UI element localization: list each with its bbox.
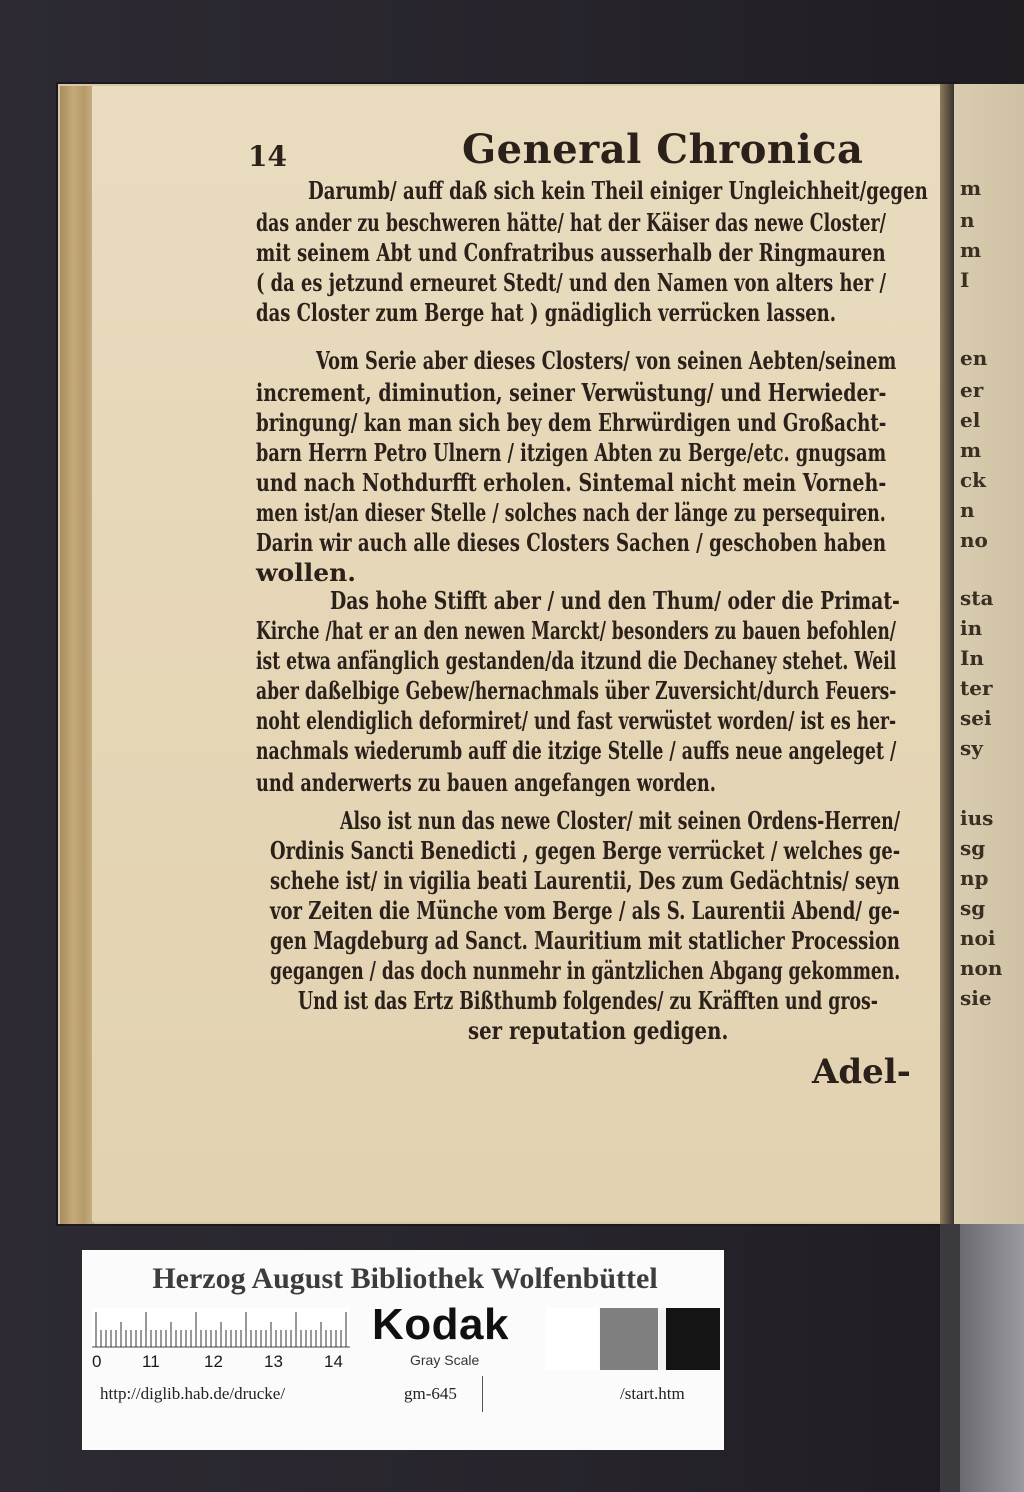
url-prefix: http://diglib.hab.de/drucke/ bbox=[100, 1384, 286, 1403]
text-line: das ander zu beschweren hätte/ hat der Käiser das newe Closter/ bbox=[256, 208, 887, 237]
text-line: Und ist das Ertz Bißthumb folgendes/ zu Kräfften und gros- bbox=[298, 986, 878, 1015]
text-line: ( da es jetzund erneuret Stedt/ und den Namen von alters her / bbox=[256, 268, 886, 297]
facing-page-text: sie bbox=[960, 986, 992, 1010]
facing-page-text: el bbox=[960, 408, 981, 432]
swatch-light bbox=[658, 1308, 666, 1370]
swatch-gray bbox=[600, 1308, 658, 1370]
text-line: Das hohe Stifft aber / und den Thum/ oder die Primat- bbox=[330, 586, 900, 615]
facing-page-text: non bbox=[960, 956, 1003, 980]
text-line: Darumb/ auff daß sich kein Theil einiger Ungleichheit/gegen bbox=[308, 176, 928, 205]
facing-page-text: m bbox=[960, 176, 982, 200]
text-line: schehe ist/ in vigilia beati Laurentii, Des zum Gedächtnis/ seyn bbox=[270, 866, 900, 895]
text-line: das Closter zum Berge hat ) gnädiglich verrücken lassen. bbox=[256, 298, 837, 327]
url-suffix: /start.htm bbox=[620, 1384, 685, 1403]
text-line: gegangen / das doch nunmehr in gäntzlichen Abgang gekommen. bbox=[270, 956, 901, 985]
facing-page-text: noi bbox=[960, 926, 996, 950]
facing-page-text: n bbox=[960, 498, 975, 522]
facing-page-text: in bbox=[960, 616, 983, 640]
text-line: barn Herrn Petro Ulnern / itzigen Abten zu Berge/etc. gnugsam bbox=[256, 438, 887, 467]
facing-page-text: no bbox=[960, 528, 988, 552]
text-line: aber daßelbige Gebew/hernachmals über Zuversicht/durch Feuers- bbox=[256, 676, 897, 705]
text-line: ist etwa anfänglich gestanden/da itzund die Dechaney stehet. Weil bbox=[256, 646, 897, 675]
facing-page-text: sg bbox=[960, 836, 986, 860]
facing-page-text: ck bbox=[960, 468, 987, 492]
running-head: General Chronica bbox=[462, 126, 864, 173]
gutter-shadow bbox=[940, 84, 954, 1224]
text-line: mit seinem Abt und Confratribus ausserhalb der Ringmauren bbox=[256, 238, 886, 267]
facing-page-text: m bbox=[960, 238, 982, 262]
shelfmark: gm-645 bbox=[404, 1384, 457, 1403]
text-line: gen Magdeburg ad Sanct. Mauritium mit statlicher Procession bbox=[270, 926, 900, 955]
ruler-label: 13 bbox=[264, 1352, 283, 1371]
text-line: increment, diminution, seiner Verwüstung/ und Herwieder- bbox=[256, 378, 887, 407]
text-line: bringung/ kan man sich bey dem Ehrwürdigen und Großacht- bbox=[256, 408, 887, 437]
text-line: men ist/an dieser Stelle / solches nach der länge zu persequiren. bbox=[256, 498, 886, 527]
text-line: Vom Serie aber dieses Closters/ von seinen Aebten/seinem bbox=[316, 346, 897, 375]
facing-page-text: m bbox=[960, 438, 982, 462]
facing-page-fragment bbox=[954, 84, 1024, 1224]
catchword: Adel- bbox=[812, 1052, 911, 1092]
facing-page-text: sta bbox=[960, 586, 994, 610]
text-line: Kirche /hat er an den newen Marckt/ besonders zu bauen befohlen/ bbox=[256, 616, 896, 645]
facing-page-text: I bbox=[960, 268, 970, 292]
page-edges bbox=[60, 86, 94, 1224]
text-line: nachmals wiederumb auff die itzige Stelle / auffs neue angeleget / bbox=[256, 736, 897, 765]
facing-page-text: sg bbox=[960, 896, 986, 920]
text-line: und anderwerts zu bauen angefangen worden. bbox=[256, 768, 716, 797]
facing-page-text: sei bbox=[960, 706, 992, 730]
text-line: Ordinis Sancti Benedicti , gegen Berge verrücket / welches ge- bbox=[270, 836, 901, 865]
text-line: Darin wir auch alle dieses Closters Sachen / geschoben haben bbox=[256, 528, 887, 557]
facing-page-text: ius bbox=[960, 806, 994, 830]
text-line: wollen. bbox=[256, 558, 356, 587]
facing-page-text: In bbox=[960, 646, 984, 670]
ruler-label: 14 bbox=[324, 1352, 343, 1371]
swatch-black bbox=[666, 1308, 720, 1370]
text-line: vor Zeiten die Münche vom Berge / als S. Laurentii Abend/ ge- bbox=[270, 896, 900, 925]
ruler-scale bbox=[92, 1308, 350, 1348]
card-divider bbox=[482, 1376, 483, 1412]
ruler-label: 0 bbox=[92, 1352, 102, 1371]
facing-page-text: sy bbox=[960, 736, 983, 760]
table-edge-light bbox=[960, 1224, 1024, 1492]
text-line: Also ist nun das newe Closter/ mit seinen Ordens-Herren/ bbox=[340, 806, 901, 835]
facing-page-text: np bbox=[960, 866, 989, 890]
facing-page-text: ter bbox=[960, 676, 993, 700]
facing-page-text: er bbox=[960, 378, 984, 402]
kodak-logo: Kodak bbox=[372, 1300, 509, 1349]
facing-page-text: en bbox=[960, 346, 988, 370]
page-number: 14 bbox=[248, 140, 287, 173]
ruler-label: 11 bbox=[142, 1352, 160, 1371]
swatch-white bbox=[546, 1308, 598, 1370]
card-title: Herzog August Bibliothek Wolfenbüttel bbox=[152, 1262, 658, 1295]
gray-scale-label: Gray Scale bbox=[410, 1352, 480, 1368]
text-line: noht elendiglich deformiret/ und fast verwüstet worden/ ist es her- bbox=[256, 706, 897, 735]
text-line: und nach Nothdurfft erholen. Sintemal nicht mein Vorneh- bbox=[256, 468, 887, 497]
ruler-label: 12 bbox=[204, 1352, 223, 1371]
facing-page-text: n bbox=[960, 208, 975, 232]
text-line: ser reputation gedigen. bbox=[468, 1016, 729, 1045]
